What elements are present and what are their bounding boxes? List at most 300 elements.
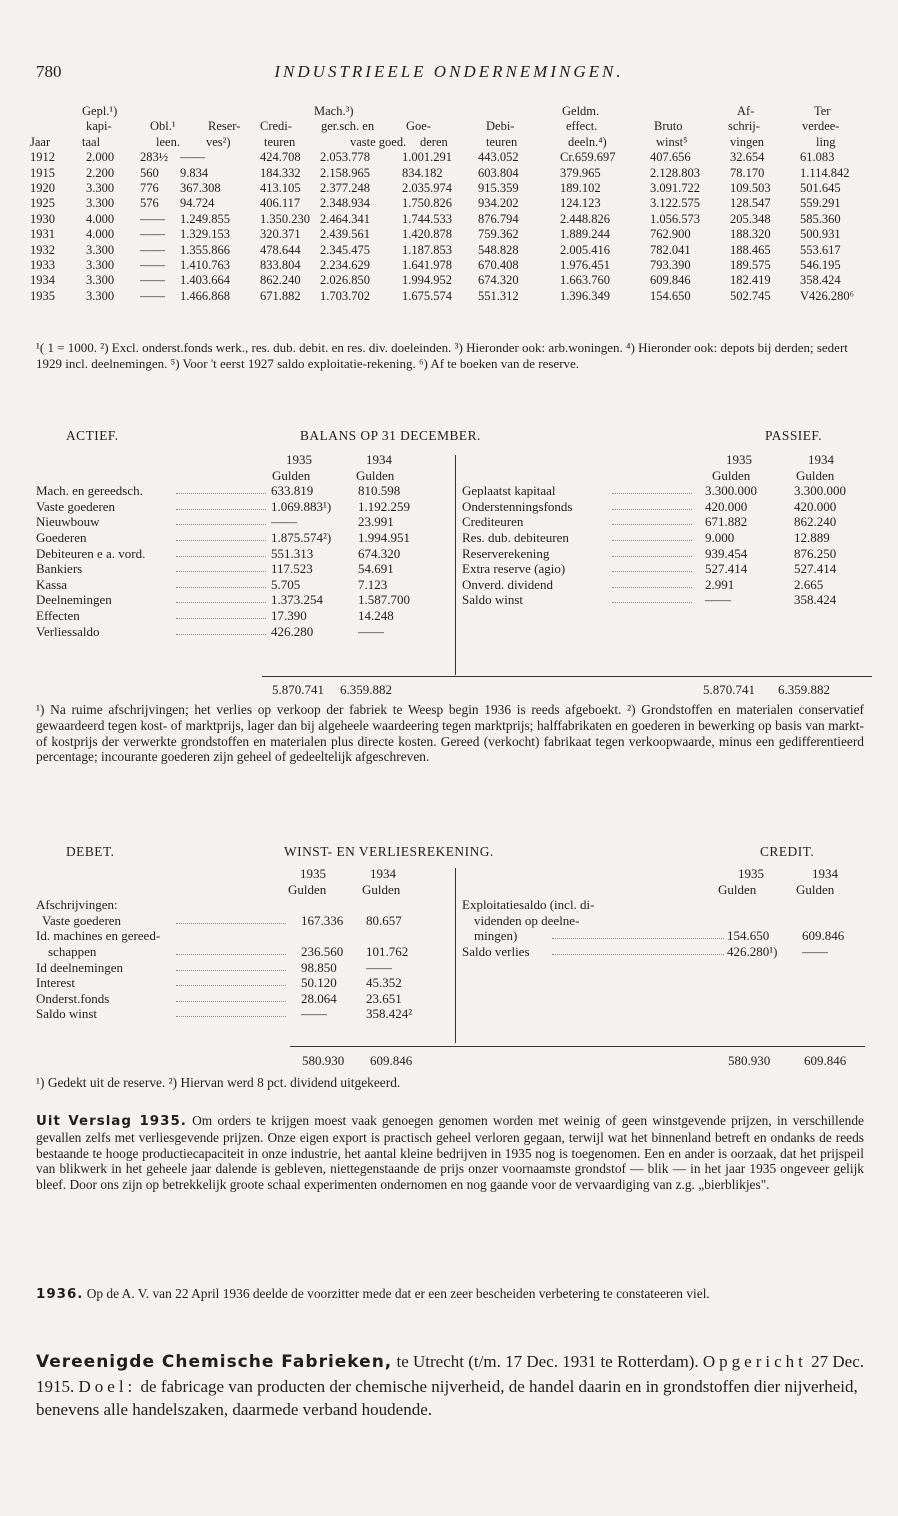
report-1935	[36, 1113, 864, 1193]
table-row	[30, 258, 875, 273]
item-label: Geplaatst kapitaal	[462, 483, 556, 499]
value-1935: ——	[702, 592, 731, 608]
table-cell: 3.300	[86, 196, 115, 211]
list-item	[462, 561, 867, 577]
table-row	[30, 243, 875, 258]
table-cell: 189.102	[560, 180, 601, 195]
col-header: winst⁵	[656, 134, 688, 149]
value-1935: 527.414	[702, 561, 747, 577]
value-1935: 50.120	[298, 975, 337, 991]
item-label: Res. dub. debiteuren	[462, 529, 569, 545]
item-label: schappen	[48, 943, 97, 959]
item-label: Debiteuren e a. vord.	[36, 545, 146, 561]
col-header: Reser-	[208, 119, 241, 134]
leader-dots	[552, 928, 732, 939]
table-cell: 1920	[30, 180, 55, 195]
table-cell: 9.834	[180, 165, 209, 180]
value-1934: 810.598	[358, 483, 401, 499]
value-1935: 939.454	[702, 546, 747, 562]
leader-dots	[176, 975, 286, 986]
list-item	[36, 514, 456, 530]
table-cell: 1.350.230	[260, 211, 310, 226]
founded-label: Opgericht	[702, 1352, 807, 1371]
purpose-text: de fabricage van producten der chemische nijverheid, de handel daarin en in grondstoffen dier nijverheid, benevens alle handelszaken, daarmede verband houdende.	[36, 1376, 858, 1419]
table-cell: 1933	[30, 257, 55, 272]
value-1935: 1.875.574²)	[268, 530, 331, 546]
table-cell: 1.249.855	[180, 211, 230, 226]
table-cell: 2.439.561	[320, 227, 370, 242]
pl-divider	[455, 868, 456, 1043]
leader-dots	[612, 577, 692, 588]
table-cell: ——	[140, 242, 165, 257]
leader-dots	[176, 577, 266, 588]
table-cell: 1.675.574	[402, 288, 452, 303]
table-cell: 443.052	[478, 150, 519, 165]
col-header: deren	[420, 134, 448, 149]
table-cell: 1.703.702	[320, 288, 370, 303]
col-header: ling	[816, 134, 836, 149]
table-cell: 424.708	[260, 150, 301, 165]
table-cell: 407.656	[650, 150, 691, 165]
col-header: Mach.³)	[314, 104, 354, 118]
table-cell: 478.644	[260, 242, 301, 257]
table-cell: 2.448.826	[560, 211, 610, 226]
item-label: Kassa	[36, 576, 68, 592]
value-1935: 5.705	[268, 577, 300, 593]
table-cell: 2.348.934	[320, 196, 370, 211]
leader-dots	[176, 1006, 286, 1017]
leader-dots	[176, 913, 286, 924]
list-item	[36, 483, 456, 499]
table-cell: 188.320	[730, 227, 771, 242]
table-cell: 1.744.533	[402, 211, 452, 226]
value-1935: 426.280	[268, 624, 313, 640]
table-cell: 1.329.153	[180, 227, 230, 242]
table-row	[30, 196, 875, 211]
item-label: Nieuwbouw	[36, 514, 100, 530]
value-1934: 12.889	[794, 529, 830, 545]
leader-dots	[176, 514, 266, 525]
value-1934: ——	[366, 959, 392, 975]
balance-title: BALANS OP 31 DECEMBER.	[300, 428, 481, 443]
col-header: ves²)	[206, 134, 231, 149]
item-label: Saldo verlies	[462, 943, 530, 959]
pl-total-rule	[290, 1046, 865, 1047]
item-label: Onderst.fonds	[36, 990, 110, 1006]
value-1934: 1.994.951	[358, 529, 410, 545]
item-label: Extra reserve (agio)	[462, 561, 566, 577]
table-cell: 546.195	[800, 257, 841, 272]
col-header: Obl.¹	[150, 119, 176, 134]
table-cell: 1.403.664	[180, 273, 230, 288]
leader-dots	[176, 499, 266, 510]
value-1934: 358.424²	[366, 1006, 413, 1022]
item-label: Exploitatiesaldo (incl. di-	[462, 897, 595, 913]
col-header: schrij-	[728, 119, 760, 134]
list-item	[462, 530, 867, 546]
company-name: Vereenigde Chemische Fabrieken,	[36, 1352, 393, 1372]
table-cell: 2.158.965	[320, 165, 370, 180]
leader-dots	[612, 514, 692, 525]
table-cell: 3.122.575	[650, 196, 700, 211]
table-cell: 834.182	[402, 165, 443, 180]
item-label: Verliessaldo	[36, 623, 100, 639]
table-cell: 671.882	[260, 288, 301, 303]
table-cell: 2.234.629	[320, 257, 370, 272]
col-header: Jaar	[30, 134, 51, 149]
table-cell: ——	[140, 288, 165, 303]
table-cell: 876.794	[478, 211, 519, 226]
col-header: Debi-	[486, 119, 515, 134]
item-label: Onderstenningsfonds	[462, 498, 573, 514]
value-1935: 2.991	[702, 577, 734, 593]
table-cell: 128.547	[730, 196, 771, 211]
value-1934: 101.762	[366, 943, 409, 959]
value-1934: 54.691	[358, 561, 394, 577]
table-header-row-3	[30, 135, 875, 150]
item-label: Reserverekening	[462, 545, 550, 561]
list-item	[462, 499, 867, 515]
table-cell: 759.362	[478, 227, 519, 242]
table-cell: 915.359	[478, 180, 519, 195]
table-cell: 283½	[140, 150, 169, 165]
table-cell: 3.091.722	[650, 180, 700, 195]
table-row	[30, 289, 875, 304]
item-label: Saldo winst	[36, 1006, 98, 1022]
table-cell: 1.420.878	[402, 227, 452, 242]
table-row	[30, 273, 875, 288]
table-cell: V426.280⁶	[800, 288, 855, 303]
value-1934: 674.320	[358, 545, 401, 561]
list-item	[462, 577, 867, 593]
list-item	[36, 608, 456, 624]
value-1935: 28.064	[298, 991, 337, 1007]
value-1934: 527.414	[794, 561, 837, 577]
table-cell: 551.312	[478, 288, 519, 303]
table-cell: 2.464.341	[320, 211, 370, 226]
table-cell: 1912	[30, 150, 55, 165]
table-cell: 189.575	[730, 257, 771, 272]
pl-footnotes: ¹) Gedekt uit de reserve. ²) Hiervan werd 8 pct. dividend uitgekeerd.	[36, 1075, 401, 1090]
table-cell: 603.804	[478, 165, 519, 180]
balance-actief-heading: ACTIEF.	[66, 428, 119, 443]
table-cell: 1935	[30, 288, 55, 303]
col-header: teuren	[486, 134, 518, 149]
value-1934: 3.300.000	[794, 483, 846, 499]
value-1934: 80.657	[366, 912, 402, 928]
list-item	[462, 514, 867, 530]
table-cell: 379.965	[560, 165, 601, 180]
table-cell: 1.187.853	[402, 242, 452, 257]
leader-dots	[552, 944, 732, 955]
table-cell: 1.976.451	[560, 257, 610, 272]
table-cell: 762.900	[650, 227, 691, 242]
leader-dots	[612, 499, 692, 510]
table-cell: 4.000	[86, 227, 115, 242]
list-item	[36, 975, 456, 991]
year-header-row: 1935 1934	[286, 452, 392, 467]
value-1934: 420.000	[794, 498, 837, 514]
table-cell: 1.641.978	[402, 257, 452, 272]
list-item	[462, 913, 867, 929]
value-1935: 551.313	[268, 546, 313, 562]
value-1935: 633.819	[268, 483, 313, 499]
report-1936	[36, 1286, 864, 1303]
value-1935: 167.336	[298, 913, 343, 929]
table-cell: 1.466.868	[180, 288, 230, 303]
pl-debet-table: 1935 1934 Gulden Gulden Afschrijvingen: Vaste goederen 167.336 80.657 Id. machines en gereed- schappen 236.560 101.762 Id deelnemingen 98.850 —— Interest 50.120 45.352 Onderst.fonds 28.064 23.651 Saldo winst —— 358.424²	[36, 866, 456, 1022]
leader-dots	[176, 530, 266, 541]
table-cell: 320.371	[260, 227, 301, 242]
value-1935: 9.000	[702, 530, 734, 546]
table-cell: 184.332	[260, 165, 301, 180]
table-cell: 182.419	[730, 273, 771, 288]
table-cell: 109.503	[730, 180, 771, 195]
value-1934: 23.651	[366, 990, 402, 1006]
item-label: Bankiers	[36, 561, 83, 577]
table-cell: 2.128.803	[650, 165, 700, 180]
table-footnotes: ¹( 1 = 1000. ²) Excl. onderst.fonds werk., res. dub. debit. en res. div. doeleinden. ³) Hieronder ook: arb.woningen. ⁴) Hieronder ook: depots bij derden; sedert 1929 incl. deelnemingen. ⁵) Voor 't eerst 1927 saldo exploitatie-rekening. ⁶) Af te boeken van de reserve.	[36, 340, 848, 371]
list-item	[36, 928, 456, 944]
table-cell: 61.083	[800, 150, 835, 165]
leader-dots	[176, 561, 266, 572]
table-cell: 3.300	[86, 180, 115, 195]
value-1935: 671.882	[702, 514, 747, 530]
table-cell: 502.745	[730, 288, 771, 303]
balance-divider	[455, 455, 456, 675]
table-cell: 1.410.763	[180, 257, 230, 272]
table-cell: 609.846	[650, 273, 691, 288]
value-1934: 23.991	[358, 514, 394, 530]
table-cell: ——	[180, 150, 205, 165]
table-cell: 560	[140, 165, 159, 180]
list-item	[36, 1006, 456, 1022]
item-label: Mach. en gereedsch.	[36, 483, 143, 499]
pl-totals-row: 580.930 609.846 580.930 609.846	[302, 1053, 847, 1068]
running-title: INDUSTRIEELE ONDERNEMINGEN.	[274, 62, 624, 81]
balance-totals-row: 5.870.741 6.359.882 5.870.741 6.359.882	[272, 682, 830, 697]
value-1934: ——	[802, 943, 828, 959]
balance-actief-table	[36, 452, 456, 639]
item-label: videnden op deelne-	[474, 912, 580, 928]
value-1935: 117.523	[268, 561, 313, 577]
table-cell: 862.240	[260, 273, 301, 288]
table-cell: 32.654	[730, 150, 765, 165]
table-cell: 501.645	[800, 180, 841, 195]
value-1935: 3.300.000	[702, 483, 757, 499]
balance-total-rule	[262, 676, 872, 677]
table-cell: 3.300	[86, 273, 115, 288]
company-location: te Utrecht (t/m. 17 Dec. 1931 te Rotterdam).	[396, 1352, 699, 1371]
item-label: Afschrijvingen:	[36, 897, 118, 913]
table-row	[30, 181, 875, 196]
table-cell: 2.005.416	[560, 242, 610, 257]
table-cell: 1.750.826	[402, 196, 452, 211]
value-1934: 1.587.700	[358, 592, 410, 608]
pl-title: WINST- EN VERLIESREKENING.	[284, 844, 494, 859]
report-1935-text: Om orders te krijgen moest vaak genoegen genomen worden met weinig of geen winstgevende prijzen, in verschillende gevallen zelfs met verliesgevende prijzen. Onze eigen export is practisch geheel verloren gegaan, terwijl wat het binnenland betreft en ondanks de reeds bestaande te hooge productiecapaciteit in onze industrie, het aantal kleine bedrijven in 1935 nog is toegenomen. Een en ander is oorzaak, dat het prijspeil van blikwerk in het geheele jaar dalende is gebleven, niettegenstaande de prijs onzer voornaamste grondstof — blik — in het jaar 1935 ongeveer gelijk bleef. Door ons zijn op betrekkelijk groote schaal experimenten ondernomen en nog gaande voor de vervaardiging van z.g. „bierblikjes".	[36, 1113, 865, 1193]
col-header: vaste goed.	[350, 134, 407, 149]
value-1934: 609.846	[802, 928, 845, 944]
col-header: effect.	[566, 119, 598, 134]
item-label: Effecten	[36, 607, 80, 623]
value-1935: 1.373.254	[268, 592, 323, 608]
table-cell: 1930	[30, 211, 55, 226]
table-cell: 1931	[30, 227, 55, 242]
col-header: taal	[82, 134, 101, 149]
leader-dots	[612, 592, 692, 603]
value-1935: ——	[268, 514, 297, 530]
item-label: Saldo winst	[462, 592, 524, 608]
leader-dots	[612, 546, 692, 557]
table-cell: 3.300	[86, 257, 115, 272]
leader-dots	[176, 546, 266, 557]
value-1934: 862.240	[794, 514, 837, 530]
table-cell: 2.200	[86, 165, 115, 180]
table-cell: Cr.659.697	[560, 150, 616, 165]
table-cell: 670.408	[478, 257, 519, 272]
item-label: mingen)	[474, 928, 518, 944]
table-cell: 2.035.974	[402, 180, 452, 195]
list-item	[462, 483, 867, 499]
value-1934: 2.665	[794, 576, 824, 592]
table-cell: 367.308	[180, 180, 221, 195]
table-cell: 358.424	[800, 273, 841, 288]
table-cell: 2.345.475	[320, 242, 370, 257]
table-row	[30, 227, 875, 242]
table-cell: ——	[140, 257, 165, 272]
table-row	[30, 212, 875, 227]
table-cell: 2.053.778	[320, 150, 370, 165]
item-label: Onverd. dividend	[462, 576, 553, 592]
table-cell: 413.105	[260, 180, 301, 195]
table-cell: 1925	[30, 196, 55, 211]
col-header: leen.	[156, 134, 180, 149]
table-cell: 205.348	[730, 211, 771, 226]
col-header: ger.sch. en	[321, 119, 375, 134]
unit-header-row: Gulden Gulden	[272, 467, 395, 483]
col-header: Credi-	[260, 119, 292, 134]
table-row	[30, 150, 875, 165]
table-cell: 1.396.349	[560, 288, 610, 303]
value-1935: 17.390	[268, 608, 307, 624]
balance-passief-table	[462, 452, 867, 608]
table-cell: 1.355.866	[180, 242, 230, 257]
pl-credit-table: 1935 1934 Gulden Gulden Exploitatiesaldo (incl. di- videnden op deelne- mingen) 154.650 609.846 Saldo verlies 426.280¹) ——	[462, 866, 867, 960]
statistics-table	[30, 104, 875, 304]
leader-dots	[612, 530, 692, 541]
col-header: deeln.⁴)	[568, 134, 607, 149]
balance-footnotes: ¹) Na ruime afschrijvingen; het verlies op verkoop der fabriek te Weesp begin 1936 is reeds afgeboekt. ²) Grondstoffen en materialen conservatief gewaardeerd tegen kost- of marktprijs, lager dan bij algeheele waardeering tegen marktprijs; halffabrikaten en goederen in bewerking op basis van markt- of kostprijs der verwerkte grondstoffen en materialen plus directe kosten. Gereed (verkocht) fabrikaat tegen verkoopwaarde, minus een gedifferentieerd percentage; incourante goederen zijn geheel of gedeeltelijk afgeschreven.	[36, 702, 864, 765]
value-1934: 7.123	[358, 576, 388, 592]
table-cell: 559.291	[800, 196, 841, 211]
table-row	[30, 166, 875, 181]
list-item	[36, 897, 456, 913]
value-1935: 154.650	[724, 928, 769, 944]
list-item	[36, 546, 456, 562]
col-header: Gepl.¹)	[82, 104, 118, 118]
col-header: Goe-	[406, 119, 431, 134]
value-1934: 876.250	[794, 545, 837, 561]
leader-dots	[176, 960, 286, 971]
col-header: Af-	[737, 104, 755, 118]
table-cell: 78.170	[730, 165, 765, 180]
table-cell: 553.617	[800, 242, 841, 257]
value-1934: 14.248	[358, 607, 394, 623]
table-cell: 2.026.850	[320, 273, 370, 288]
table-cell: 776	[140, 180, 159, 195]
table-cell: 576	[140, 196, 159, 211]
value-1934: 358.424	[794, 592, 837, 608]
table-cell: ——	[140, 273, 165, 288]
unit-header-row: Gulden Gulden	[712, 467, 835, 483]
table-cell: 934.202	[478, 196, 519, 211]
purpose-label: Doel:	[78, 1376, 137, 1396]
table-cell: 1934	[30, 273, 55, 288]
item-label: Crediteuren	[462, 514, 524, 530]
table-cell: ——	[140, 227, 165, 242]
list-item	[462, 928, 867, 944]
value-1935: 98.850	[298, 960, 337, 976]
value-1934: 45.352	[366, 975, 402, 991]
table-cell: 548.828	[478, 242, 519, 257]
list-item	[36, 624, 456, 640]
list-item	[36, 561, 456, 577]
table-cell: 782.041	[650, 242, 691, 257]
list-item	[462, 546, 867, 562]
value-1935: 236.560	[298, 944, 343, 960]
list-item	[36, 499, 456, 515]
col-header: Geldm.	[562, 104, 600, 118]
pl-debet-heading: DEBET.	[66, 844, 115, 859]
table-cell: 833.804	[260, 257, 301, 272]
list-item	[36, 577, 456, 593]
item-label: Vaste goederen	[42, 912, 122, 928]
col-header: vingen	[730, 134, 765, 149]
year-header-row: 1935 1934	[726, 452, 834, 467]
item-label: Vaste goederen	[36, 498, 116, 514]
list-item	[36, 913, 456, 929]
company-entry	[36, 1350, 866, 1422]
table-cell: 94.724	[180, 196, 215, 211]
table-cell: 406.117	[260, 196, 301, 211]
report-1935-heading: Uit Verslag 1935.	[36, 1114, 187, 1129]
table-cell: 1.889.244	[560, 227, 610, 242]
founded-date: 27 Dec. 1915.	[36, 1352, 864, 1396]
table-cell: 793.390	[650, 257, 691, 272]
table-cell: 500.931	[800, 227, 841, 242]
table-cell: 1.001.291	[402, 150, 452, 165]
table-cell: 2.000	[86, 150, 115, 165]
list-item	[462, 592, 867, 608]
report-1936-text: Op de A. V. van 22 April 1936 deelde de voorzitter mede dat er een zeer bescheiden verbetering te constateeren viel.	[86, 1286, 710, 1301]
table-cell: 2.377.248	[320, 180, 370, 195]
table-cell: 1932	[30, 242, 55, 257]
leader-dots	[612, 561, 692, 572]
table-cell: 3.300	[86, 288, 115, 303]
col-header: Ter	[814, 104, 831, 118]
col-header: Bruto	[654, 119, 683, 134]
table-cell: 1.663.760	[560, 273, 610, 288]
table-cell: 154.650	[650, 288, 691, 303]
table-cell: 1.114.842	[800, 165, 850, 180]
item-label: Deelnemingen	[36, 592, 112, 608]
table-header-row-2	[30, 119, 875, 134]
item-label: Id. machines en gereed-	[36, 928, 161, 944]
table-cell: 1.056.573	[650, 211, 700, 226]
leader-dots	[176, 991, 286, 1002]
list-item	[36, 592, 456, 608]
